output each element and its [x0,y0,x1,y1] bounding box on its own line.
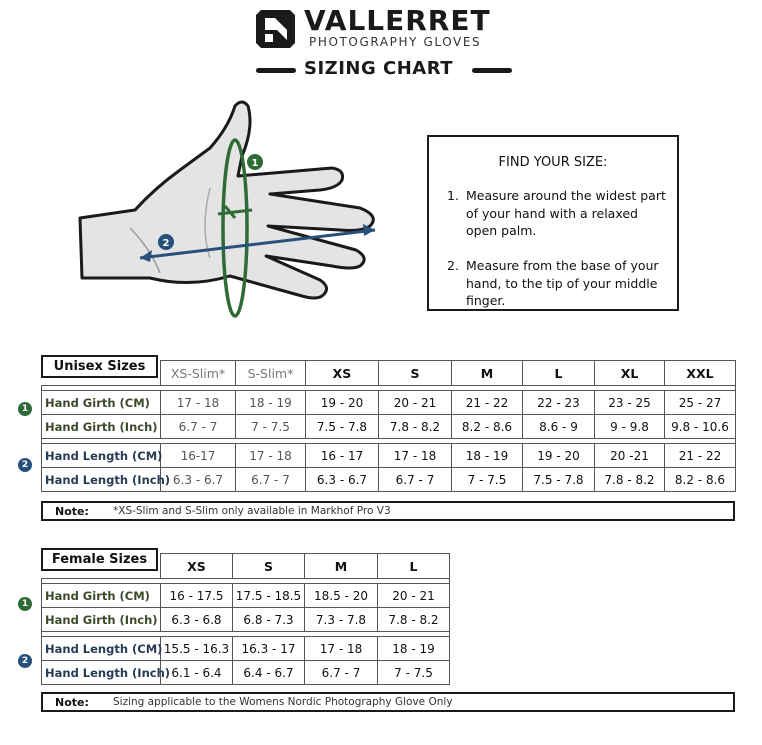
table-row: Hand Girth (Inch) 6.3 - 6.8 6.8 - 7.3 7.3 - 7.8 7.8 - 8.2 [42,608,450,632]
page-title: SIZING CHART [304,58,454,79]
size-xs: XS [306,361,379,386]
step-number: 2. [447,258,459,273]
row-label: Hand Length (Inch) [42,661,161,685]
hand-outline [80,102,373,298]
table-corner [42,361,161,386]
table-row: Hand Girth (CM) 17 - 18 18 - 19 19 - 20 20 - 21 21 - 22 22 - 23 23 - 25 25 - 27 [42,391,736,415]
table-corner [42,554,161,579]
size-xs: XS [161,554,233,579]
note-label: Note: [55,696,89,709]
row-label: Hand Girth (CM) [42,584,161,608]
unisex-size-table [41,360,736,492]
size-l: L [378,554,450,579]
note-text: Sizing applicable to the Womens Nordic Photography Glove Only [113,696,453,708]
size-l: L [523,361,595,386]
row-label: Hand Length (CM) [42,444,161,468]
title-rule-right [472,68,512,73]
size-xs-slim: XS-Slim* [161,361,236,386]
svg-text:1: 1 [251,158,259,169]
step-text: Measure around the widest part of your hand with a relaxed open palm. [466,188,666,238]
size-s: S [233,554,305,579]
hand-measurement-illustration [70,98,390,328]
unisex-sizes-label: Unisex Sizes [41,355,158,378]
row-label: Hand Girth (Inch) [42,608,161,632]
find-your-size-box [427,135,679,311]
row-label: Hand Girth (CM) [42,391,161,415]
table-row: Hand Girth (Inch) 6.7 - 7 7 - 7.5 7.5 - 7.8 7.8 - 8.2 8.2 - 8.6 8.6 - 9 9 - 9.8 9.8 - 10.6 [42,415,736,439]
table-row: Hand Length (CM) 15.5 - 16.3 16.3 - 17 17 - 18 18 - 19 [42,637,450,661]
unisex-header-row [42,361,736,386]
note-text: *XS-Slim and S-Slim only available in Markhof Pro V3 [113,505,391,517]
step-text: Measure from the base of your hand, to the tip of your middle finger. [466,258,659,308]
female-header-row [42,554,450,579]
brand-name: VALLERRET [304,4,491,37]
note-label: Note: [55,505,89,518]
row-label: Hand Length (Inch) [42,468,161,492]
find-title: FIND YOUR SIZE: [498,155,608,170]
size-s: S [379,361,452,386]
size-m: M [305,554,378,579]
female-size-table [41,553,450,685]
size-xxl: XXL [665,361,736,386]
step-number: 1. [447,188,459,203]
table-row: Hand Length (Inch) 6.1 - 6.4 6.4 - 6.7 6.7 - 7 7 - 7.5 [42,661,450,685]
row-label: Hand Length (CM) [42,637,161,661]
table-row: Hand Length (CM) 16-17 17 - 18 16 - 17 17 - 18 18 - 19 19 - 20 20 -21 21 - 22 [42,444,736,468]
female-note [41,692,735,712]
girth-marker-badge: 1 [18,402,32,416]
size-s-slim: S-Slim* [236,361,306,386]
svg-text:2: 2 [162,238,170,249]
vallerret-logo-icon [253,6,298,51]
table-row: Hand Girth (CM) 16 - 17.5 17.5 - 18.5 18.5 - 20 20 - 21 [42,584,450,608]
table-row: Hand Length (Inch) 6.3 - 6.7 6.7 - 7 6.3 - 6.7 6.7 - 7 7 - 7.5 7.5 - 7.8 7.8 - 8.2 8.2 - 8.6 [42,468,736,492]
girth-marker-badge: 1 [18,597,32,611]
length-marker-badge: 2 [18,654,32,668]
unisex-note [41,501,735,521]
length-marker-badge: 2 [18,458,32,472]
female-sizes-label: Female Sizes [41,548,158,571]
size-xl: XL [595,361,665,386]
brand-tagline: PHOTOGRAPHY GLOVES [309,35,482,49]
row-label: Hand Girth (Inch) [42,415,161,439]
size-m: M [452,361,523,386]
title-rule-left [256,68,296,73]
